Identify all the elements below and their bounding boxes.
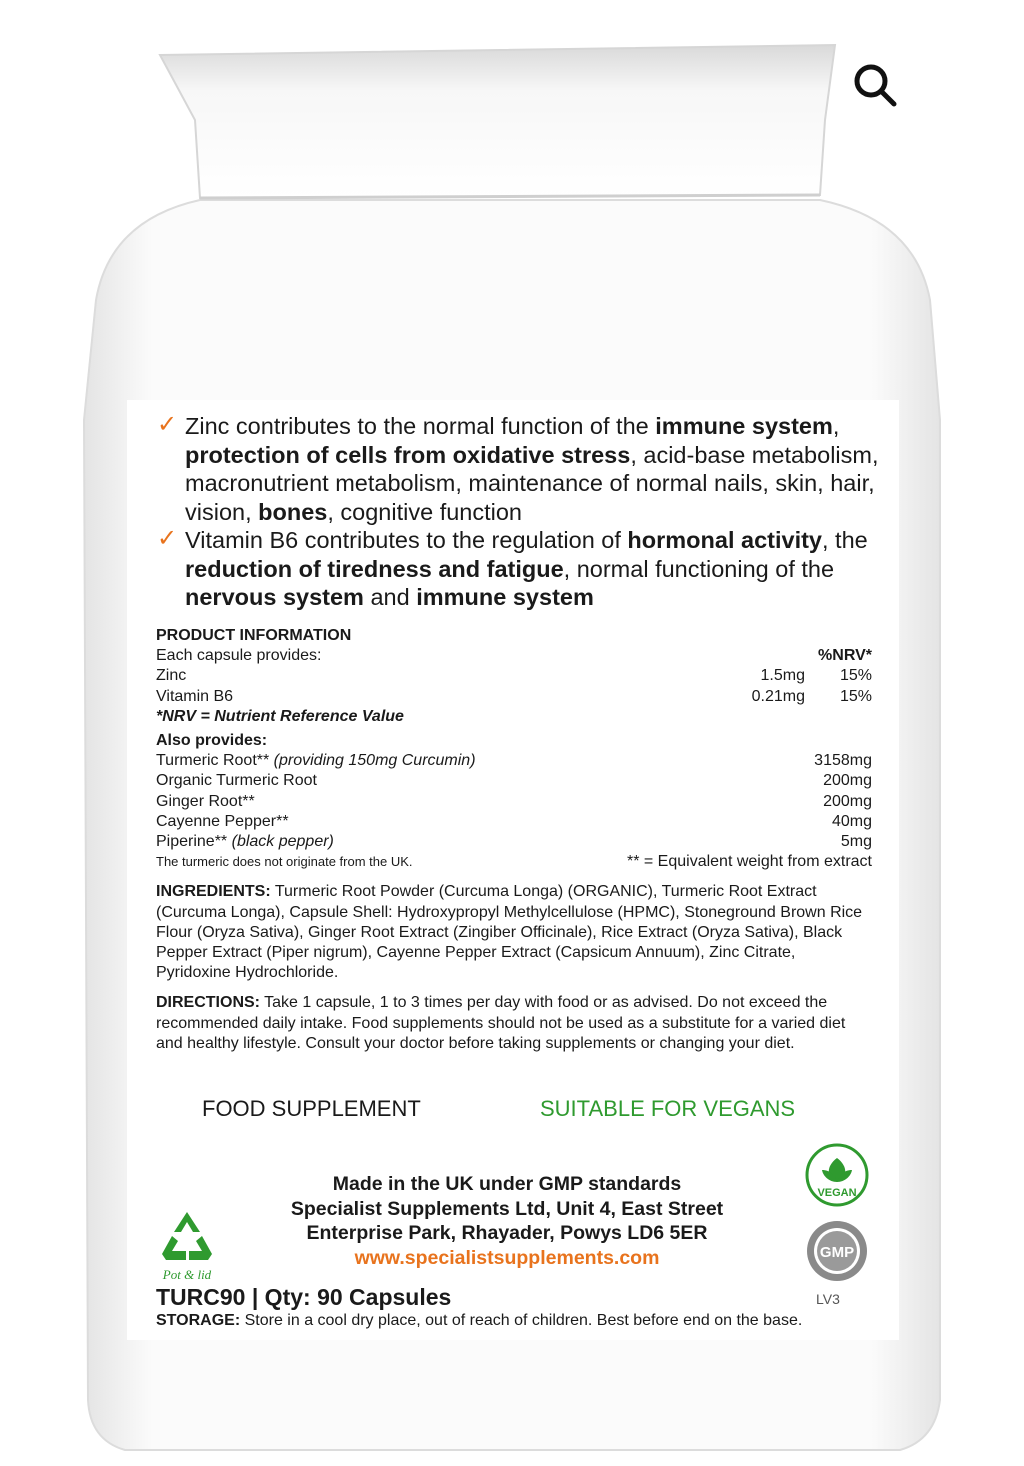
nrv-note: *NRV = Nutrient Reference Value [156, 707, 404, 725]
ingredient-amount-row: Turmeric Root** (providing 150mg Curcumin) 3158mg [156, 752, 872, 770]
check-icon: ✓ [157, 411, 178, 438]
claim-vitamin-b6: ✓ Vitamin B6 contributes to the regulation of hormonal activity, the reduction of tiredness and fatigue, normal functioning of the nervous system and immune system [157, 525, 868, 610]
also-provides-heading: Also provides: [156, 732, 268, 750]
product-information [156, 626, 872, 1054]
ingredient-amount-row: Organic Turmeric Root 200mg [156, 772, 872, 790]
nrv-header-row: Each capsule provides: %NRV* [156, 647, 872, 665]
check-icon: ✓ [157, 525, 178, 552]
gmp-seal-icon [804, 1218, 870, 1284]
directions-section: DIRECTIONS: Take 1 capsule, 1 to 3 times per day with food or as advised. Do not exceed the recommended daily intake. Food supplements should not be used as a substitute for a varied diet and healthy lifestyle. Consult your doctor before taking supplements or changing your diet. [156, 994, 846, 1052]
food-supplement-label: FOOD SUPPLEMENT [202, 1096, 421, 1121]
recycle-mark: Pot & lid [155, 1208, 219, 1283]
storage-info: STORAGE: Store in a cool dry place, out of reach of children. Best before end on the base. [156, 1312, 803, 1329]
sku-quantity: TURC90 | Qty: 90 Capsules [156, 1284, 452, 1310]
product-info-heading: PRODUCT INFORMATION [156, 627, 352, 644]
product-label [127, 400, 899, 1340]
suitable-for-vegans-label: SUITABLE FOR VEGANS [540, 1096, 796, 1121]
search-icon [851, 61, 899, 109]
ingredients-section: INGREDIENTS: Turmeric Root Powder (Curcuma Longa) (ORGANIC), Turmeric Root Extract (Curcuma Longa), Capsule Shell: Hydroxypropyl Methylcellulose (HPMC), Stoneground Brown Rice Flour (Oryza Sativa), Ginger Root Extract (Zingiber Officinale), Rice Extract (Oryza Sativa), Black Pepper Extract (Piper nigrum), Cayenne Pepper Extract (Capsicum Annuum), Zinc Citrate, Pyridoxine Hydrochloride. [156, 883, 863, 982]
svg-text:GMP: GMP [819, 1244, 855, 1261]
nutrient-row: Vitamin B6 0.21mg 15% [156, 687, 872, 705]
vegan-badge [804, 1142, 870, 1213]
search-button[interactable] [836, 46, 914, 124]
origin-row: The turmeric does not originate from the UK. ** = Equivalent weight from extract [156, 853, 872, 871]
svg-text:VEGAN: VEGAN [817, 1187, 857, 1199]
nutrient-row: Zinc 1.5mg 15% [156, 667, 872, 685]
vegan-leaf-icon [804, 1142, 870, 1208]
version-code: LV3 [816, 1291, 840, 1307]
ingredient-amount-row: Cayenne Pepper** 40mg [156, 812, 872, 830]
website-link: www.specialistsupplements.com [354, 1246, 660, 1269]
claim-zinc: ✓ Zinc contributes to the normal function of the immune system, protection of cells from oxidative stress, acid-base metabolism, macronutrient metabolism, maintenance of normal nails, skin, hair, vision, bones, cognitive function [157, 411, 879, 525]
health-claims [157, 412, 892, 612]
manufacturer-info: Made in the UK under GMP standards Specialist Supplements Ltd, Unit 4, East Street Enterprise Park, Rhayader, Powys LD6 5ER www.specialistsupplements.com [277, 1172, 737, 1270]
ingredient-amount-row: Ginger Root** 200mg [156, 792, 872, 810]
gmp-badge [804, 1218, 870, 1289]
ingredient-amount-row: Piperine** (black pepper) 5mg [156, 833, 872, 851]
recycle-icon [156, 1208, 218, 1264]
